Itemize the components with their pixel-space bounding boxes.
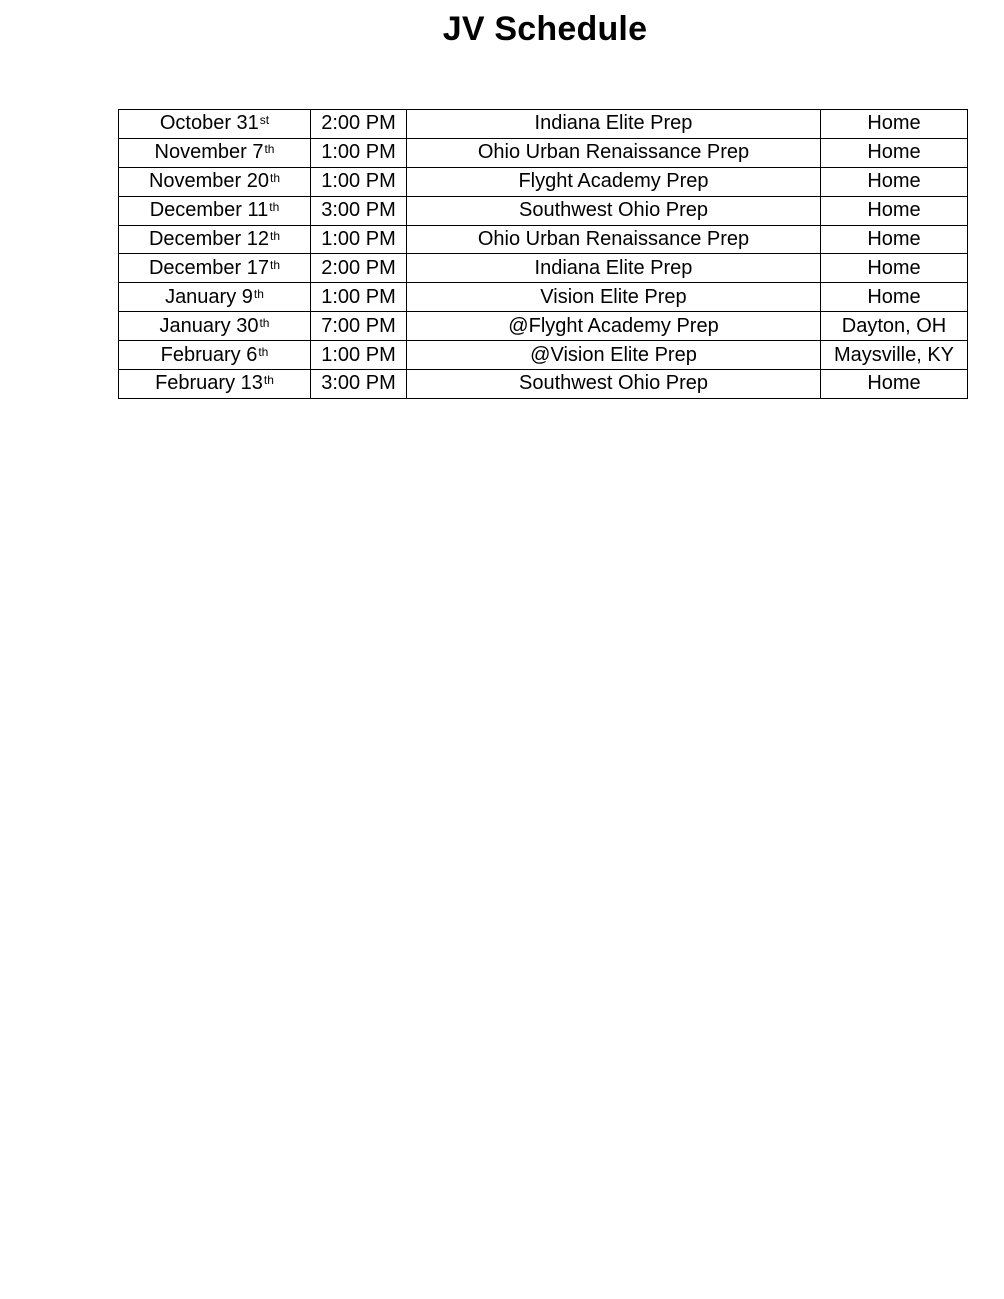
date-suffix: st	[259, 113, 270, 128]
location-cell: Dayton, OH	[821, 312, 968, 341]
page-title: JV Schedule	[442, 10, 648, 48]
date-text: November 7	[154, 141, 264, 164]
table-row	[119, 312, 968, 341]
date-text: February 6	[160, 343, 258, 366]
date-cell	[119, 225, 311, 254]
time-cell: 2:00 PM	[311, 110, 407, 139]
date-suffix: th	[259, 315, 270, 330]
table-row	[119, 283, 968, 312]
date-text: December 17	[148, 256, 270, 279]
time-cell: 7:00 PM	[311, 312, 407, 341]
date-suffix: th	[269, 200, 280, 215]
location-cell: Home	[821, 196, 968, 225]
table-row	[119, 225, 968, 254]
date-cell	[119, 138, 311, 167]
time-cell: 3:00 PM	[311, 196, 407, 225]
location-cell: Home	[821, 167, 968, 196]
date-cell	[119, 196, 311, 225]
table-row	[119, 254, 968, 283]
time-cell: 3:00 PM	[311, 370, 407, 399]
location-cell: Home	[821, 110, 968, 139]
date-suffix: th	[270, 229, 281, 243]
opponent-cell: Ohio Urban Renaissance Prep	[407, 138, 821, 167]
time-cell: 1:00 PM	[311, 225, 407, 254]
opponent-cell: Southwest Ohio Prep	[407, 370, 821, 399]
time-cell: 1:00 PM	[311, 138, 407, 167]
date-suffix: th	[264, 142, 275, 157]
date-text: January 30	[159, 314, 259, 337]
schedule-table	[118, 109, 968, 399]
date-cell	[119, 283, 311, 312]
date-suffix: th	[270, 257, 281, 272]
time-cell: 1:00 PM	[311, 283, 407, 312]
date-suffix: th	[270, 171, 281, 186]
date-suffix: th	[253, 286, 264, 301]
table-row	[119, 167, 968, 196]
date-cell	[119, 110, 311, 139]
date-cell	[119, 254, 311, 283]
table-row	[119, 110, 968, 139]
opponent-cell: Ohio Urban Renaissance Prep	[407, 225, 821, 254]
location-cell: Home	[821, 138, 968, 167]
time-cell: 2:00 PM	[311, 254, 407, 283]
date-cell	[119, 167, 311, 196]
date-cell	[119, 341, 311, 370]
opponent-cell: @Vision Elite Prep	[407, 341, 821, 370]
date-suffix: th	[258, 344, 269, 359]
date-cell	[119, 370, 311, 399]
date-text: January 9	[165, 285, 253, 308]
date-cell	[119, 312, 311, 341]
date-text: October 31	[159, 112, 259, 135]
time-cell: 1:00 PM	[311, 341, 407, 370]
opponent-cell: @Flyght Academy Prep	[407, 312, 821, 341]
table-row	[119, 341, 968, 370]
time-cell: 1:00 PM	[311, 167, 407, 196]
opponent-cell: Southwest Ohio Prep	[407, 196, 821, 225]
date-text: February 13	[155, 372, 263, 395]
opponent-cell: Indiana Elite Prep	[407, 254, 821, 283]
location-cell: Home	[821, 283, 968, 312]
location-cell: Maysville, KY	[821, 341, 968, 370]
date-suffix: th	[263, 373, 274, 388]
date-text: December 11	[149, 199, 269, 222]
date-text: November 20	[148, 170, 270, 193]
date-text: December 12	[148, 228, 270, 250]
opponent-cell: Vision Elite Prep	[407, 283, 821, 312]
opponent-cell: Flyght Academy Prep	[407, 167, 821, 196]
location-cell: Home	[821, 370, 968, 399]
table-row	[119, 138, 968, 167]
location-cell: Home	[821, 225, 968, 254]
table-row	[119, 370, 968, 399]
opponent-cell: Indiana Elite Prep	[407, 110, 821, 139]
location-cell: Home	[821, 254, 968, 283]
table-row	[119, 196, 968, 225]
